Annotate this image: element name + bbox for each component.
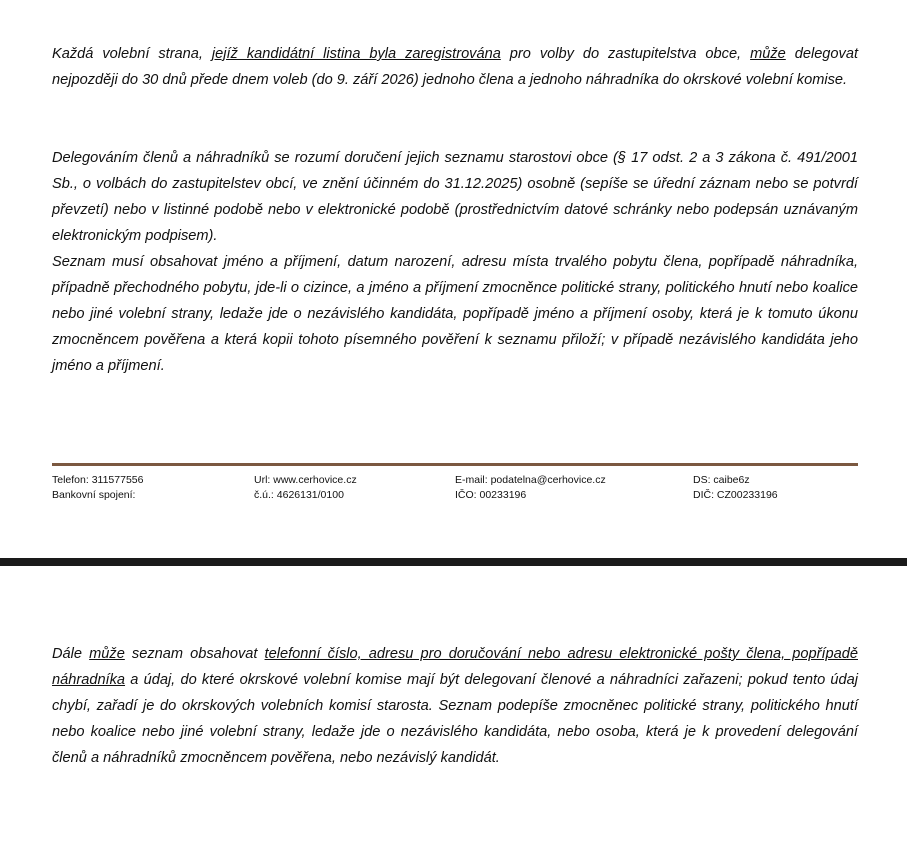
page-separator: [0, 558, 907, 566]
text-run: Dále: [52, 646, 90, 662]
footer-phone: Telefon: 311577556: [52, 474, 144, 486]
text-run: a údaj, do které okrskové volební komise mají být delegovaní členové a náhradníci zařazeni; pokud tento údaj chybí, zařadí je do okrskových volebních komisí starosta. Seznam podepíše zmocněnec politické strany, politického hnutí nebo koalice nebo jiné volební strany, ledaže jde o nezávislého kandidáta, nebo osoba, která je k provedení delegování členů a náhradníků zmocněncem pověřena, nebo nezávislý kandidát.: [52, 672, 858, 766]
footer-dic: DIČ: CZ00233196: [693, 489, 778, 501]
footer-column-web: [254, 473, 357, 503]
footer-divider: [52, 463, 858, 466]
text-run: seznam obsahovat: [124, 646, 265, 662]
paragraph-delegation-right: [52, 41, 858, 93]
text-run: pro volby do zastupitelstva obce,: [500, 46, 751, 62]
page-footer: [52, 473, 858, 507]
paragraph-optional-contents: [52, 641, 858, 771]
footer-bank: Bankovní spojení:: [52, 489, 136, 501]
text-run: Každá volební strana,: [52, 46, 212, 62]
footer-column-email: [455, 473, 606, 503]
footer-ico: IČO: 00233196: [455, 489, 527, 501]
paragraph-delegation-definition: Delegováním členů a náhradníků se rozumí doručení jejich seznamu starostovi obce (§ 17 odst. 2 a 3 zákona č. 491/2001 Sb., o volbách do zastupitelstev obcí, ve znění účinném do 31.12.2025) osobně (sepíše se úřední záznam nebo se potvrdí převzetí) nebo v listinné podobě nebo v elektronické podobě (prostřednictvím datové schránky nebo podepsán uznávaným elektronickým podpisem).: [52, 150, 858, 244]
underlined-text: může: [750, 46, 786, 62]
footer-column-ids: [693, 473, 778, 503]
footer-column-contact: [52, 473, 143, 503]
underlined-text: jejíž kandidátní listina byla zaregistrována: [211, 46, 501, 62]
underlined-text: telefonní číslo, adresu pro doručování nebo adresu elektronické pošty člena, popřípadě náhradníka: [52, 646, 858, 688]
footer-email: E-mail: podatelna@cerhovice.cz: [455, 474, 606, 486]
paragraph-list-contents: Seznam musí obsahovat jméno a příjmení, datum narození, adresu místa trvalého pobytu člena, popřípadě náhradníka, případně přechodného pobytu, jde-li o cizince, a jméno a příjmení zmocněnce politické strany, politického hnutí nebo koalice nebo jiné volební strany, ledaže jde o nezávislého kandidáta, popřípadě jméno a příjmení osoby, která je k tomuto úkonu zmocněncem pověřena a která kopii tohoto písemného pověření k seznamu přiloží; v případě nezávislého kandidáta jeho jméno a příjmení.: [52, 254, 858, 374]
document-page-2: [0, 566, 907, 851]
footer-url: Url: www.cerhovice.cz: [254, 474, 357, 486]
underlined-text: může: [89, 646, 125, 662]
text-run: delegovat nejpozději do 30 dnů přede dnem voleb (do 9. září 2026) jednoho člena a jednoho náhradníka do okrskové volební komise.: [52, 46, 859, 88]
footer-account: č.ú.: 4626131/0100: [254, 489, 344, 501]
footer-ds: DS: caibe6z: [693, 474, 750, 486]
